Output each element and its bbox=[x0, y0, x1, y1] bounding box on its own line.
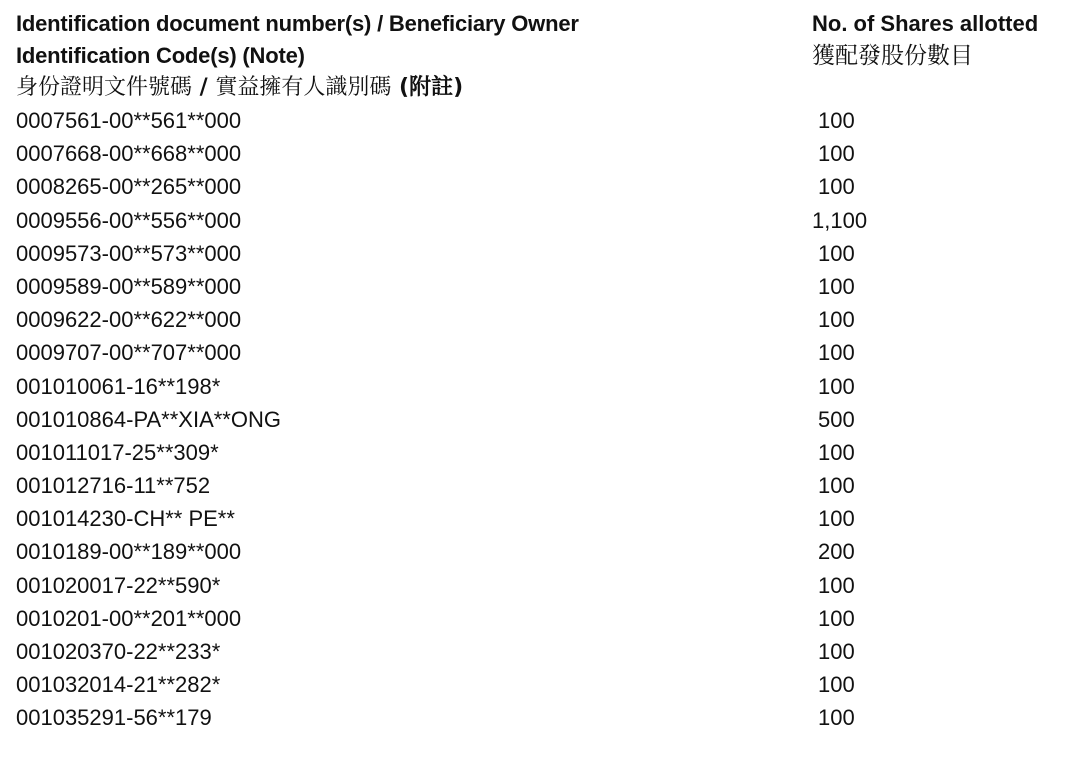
table-row bbox=[0, 170, 1080, 203]
table-row bbox=[0, 635, 1080, 668]
shares-allotted: 100 bbox=[818, 141, 855, 167]
shares-allotted: 100 bbox=[818, 705, 855, 731]
id-column-title-zh-separator: / bbox=[192, 75, 216, 100]
identification-code: 0010201-00**201**000 bbox=[16, 605, 242, 631]
shares-allotted: 100 bbox=[818, 273, 855, 299]
id-column-title-zh-part1: 身份證明文件號碼 bbox=[16, 75, 193, 100]
table-row bbox=[0, 104, 1080, 137]
shares-allotted: 100 bbox=[818, 572, 855, 598]
shares-allotted: 100 bbox=[818, 340, 855, 366]
table-row bbox=[0, 204, 1080, 237]
allotment-table-body bbox=[0, 104, 1080, 735]
identification-code: 001035291-56**179 bbox=[16, 705, 212, 731]
identification-code: 001012716-11**752 bbox=[16, 473, 211, 499]
shares-allotted: 100 bbox=[818, 307, 855, 333]
shares-allotted: 100 bbox=[818, 473, 855, 499]
identification-code: 001010061-16**198* bbox=[16, 373, 221, 399]
identification-code: 0008265-00**265**000 bbox=[16, 174, 242, 200]
id-column-title-zh-part2: 實益擁有人識別碼 bbox=[215, 75, 392, 100]
shares-allotted: 100 bbox=[818, 506, 855, 532]
shares-column-header bbox=[812, 8, 1072, 72]
identification-code: 0009589-00**589**000 bbox=[16, 273, 242, 299]
shares-allotted: 500 bbox=[818, 406, 855, 432]
table-row bbox=[0, 270, 1080, 303]
id-column-title-en-line1: Identification document number(s) / Beneficiary Owner bbox=[16, 11, 579, 36]
identification-code: 001014230-CH** PE** bbox=[16, 506, 235, 532]
identification-code: 0009573-00**573**000 bbox=[16, 240, 242, 266]
identification-code: 0009622-00**622**000 bbox=[16, 307, 242, 333]
table-row bbox=[0, 502, 1080, 535]
identification-code: 001010864-PA**XIA**ONG bbox=[16, 406, 281, 432]
shares-allotted: 1,100 bbox=[812, 207, 868, 233]
table-row bbox=[0, 602, 1080, 635]
identification-code: 001011017-25**309* bbox=[16, 439, 219, 465]
shares-allotted: 200 bbox=[818, 539, 855, 565]
table-row bbox=[0, 370, 1080, 403]
shares-allotted: 100 bbox=[818, 108, 855, 133]
shares-allotted: 100 bbox=[818, 439, 855, 465]
shares-allotted: 100 bbox=[818, 373, 855, 399]
table-row bbox=[0, 668, 1080, 701]
table-row bbox=[0, 701, 1080, 734]
id-column-header bbox=[16, 8, 776, 104]
id-column-title-zh bbox=[16, 72, 776, 104]
shares-allotted: 100 bbox=[818, 672, 855, 698]
identification-code: 0010189-00**189**000 bbox=[16, 539, 242, 565]
id-column-title-zh-note: (附註) bbox=[391, 75, 464, 100]
shares-allotted: 100 bbox=[818, 240, 855, 266]
table-row bbox=[0, 303, 1080, 336]
shares-column-title-zh: 獲配發股份數目 bbox=[812, 43, 973, 69]
identification-code: 0009556-00**556**000 bbox=[16, 207, 242, 233]
identification-code: 001020370-22**233* bbox=[16, 639, 221, 664]
shares-allotted: 100 bbox=[818, 605, 855, 631]
identification-code: 001032014-21**282* bbox=[16, 672, 221, 698]
table-row bbox=[0, 469, 1080, 502]
id-column-title-en-line2: Identification Code(s) (Note) bbox=[16, 43, 305, 68]
table-row bbox=[0, 569, 1080, 602]
table-row bbox=[0, 137, 1080, 170]
identification-code: 0009707-00**707**000 bbox=[16, 340, 242, 366]
shares-column-title-en: No. of Shares allotted bbox=[812, 11, 1039, 36]
table-row bbox=[0, 436, 1080, 469]
identification-code: 001020017-22**590* bbox=[16, 572, 221, 598]
table-row bbox=[0, 336, 1080, 369]
identification-code: 0007668-00**668**000 bbox=[16, 141, 242, 167]
table-row bbox=[0, 535, 1080, 568]
table-row bbox=[0, 403, 1080, 436]
identification-code: 0007561-00**561**000 bbox=[16, 108, 242, 133]
shares-allotted: 100 bbox=[818, 639, 855, 664]
table-row bbox=[0, 237, 1080, 270]
shares-allotted: 100 bbox=[818, 174, 855, 200]
